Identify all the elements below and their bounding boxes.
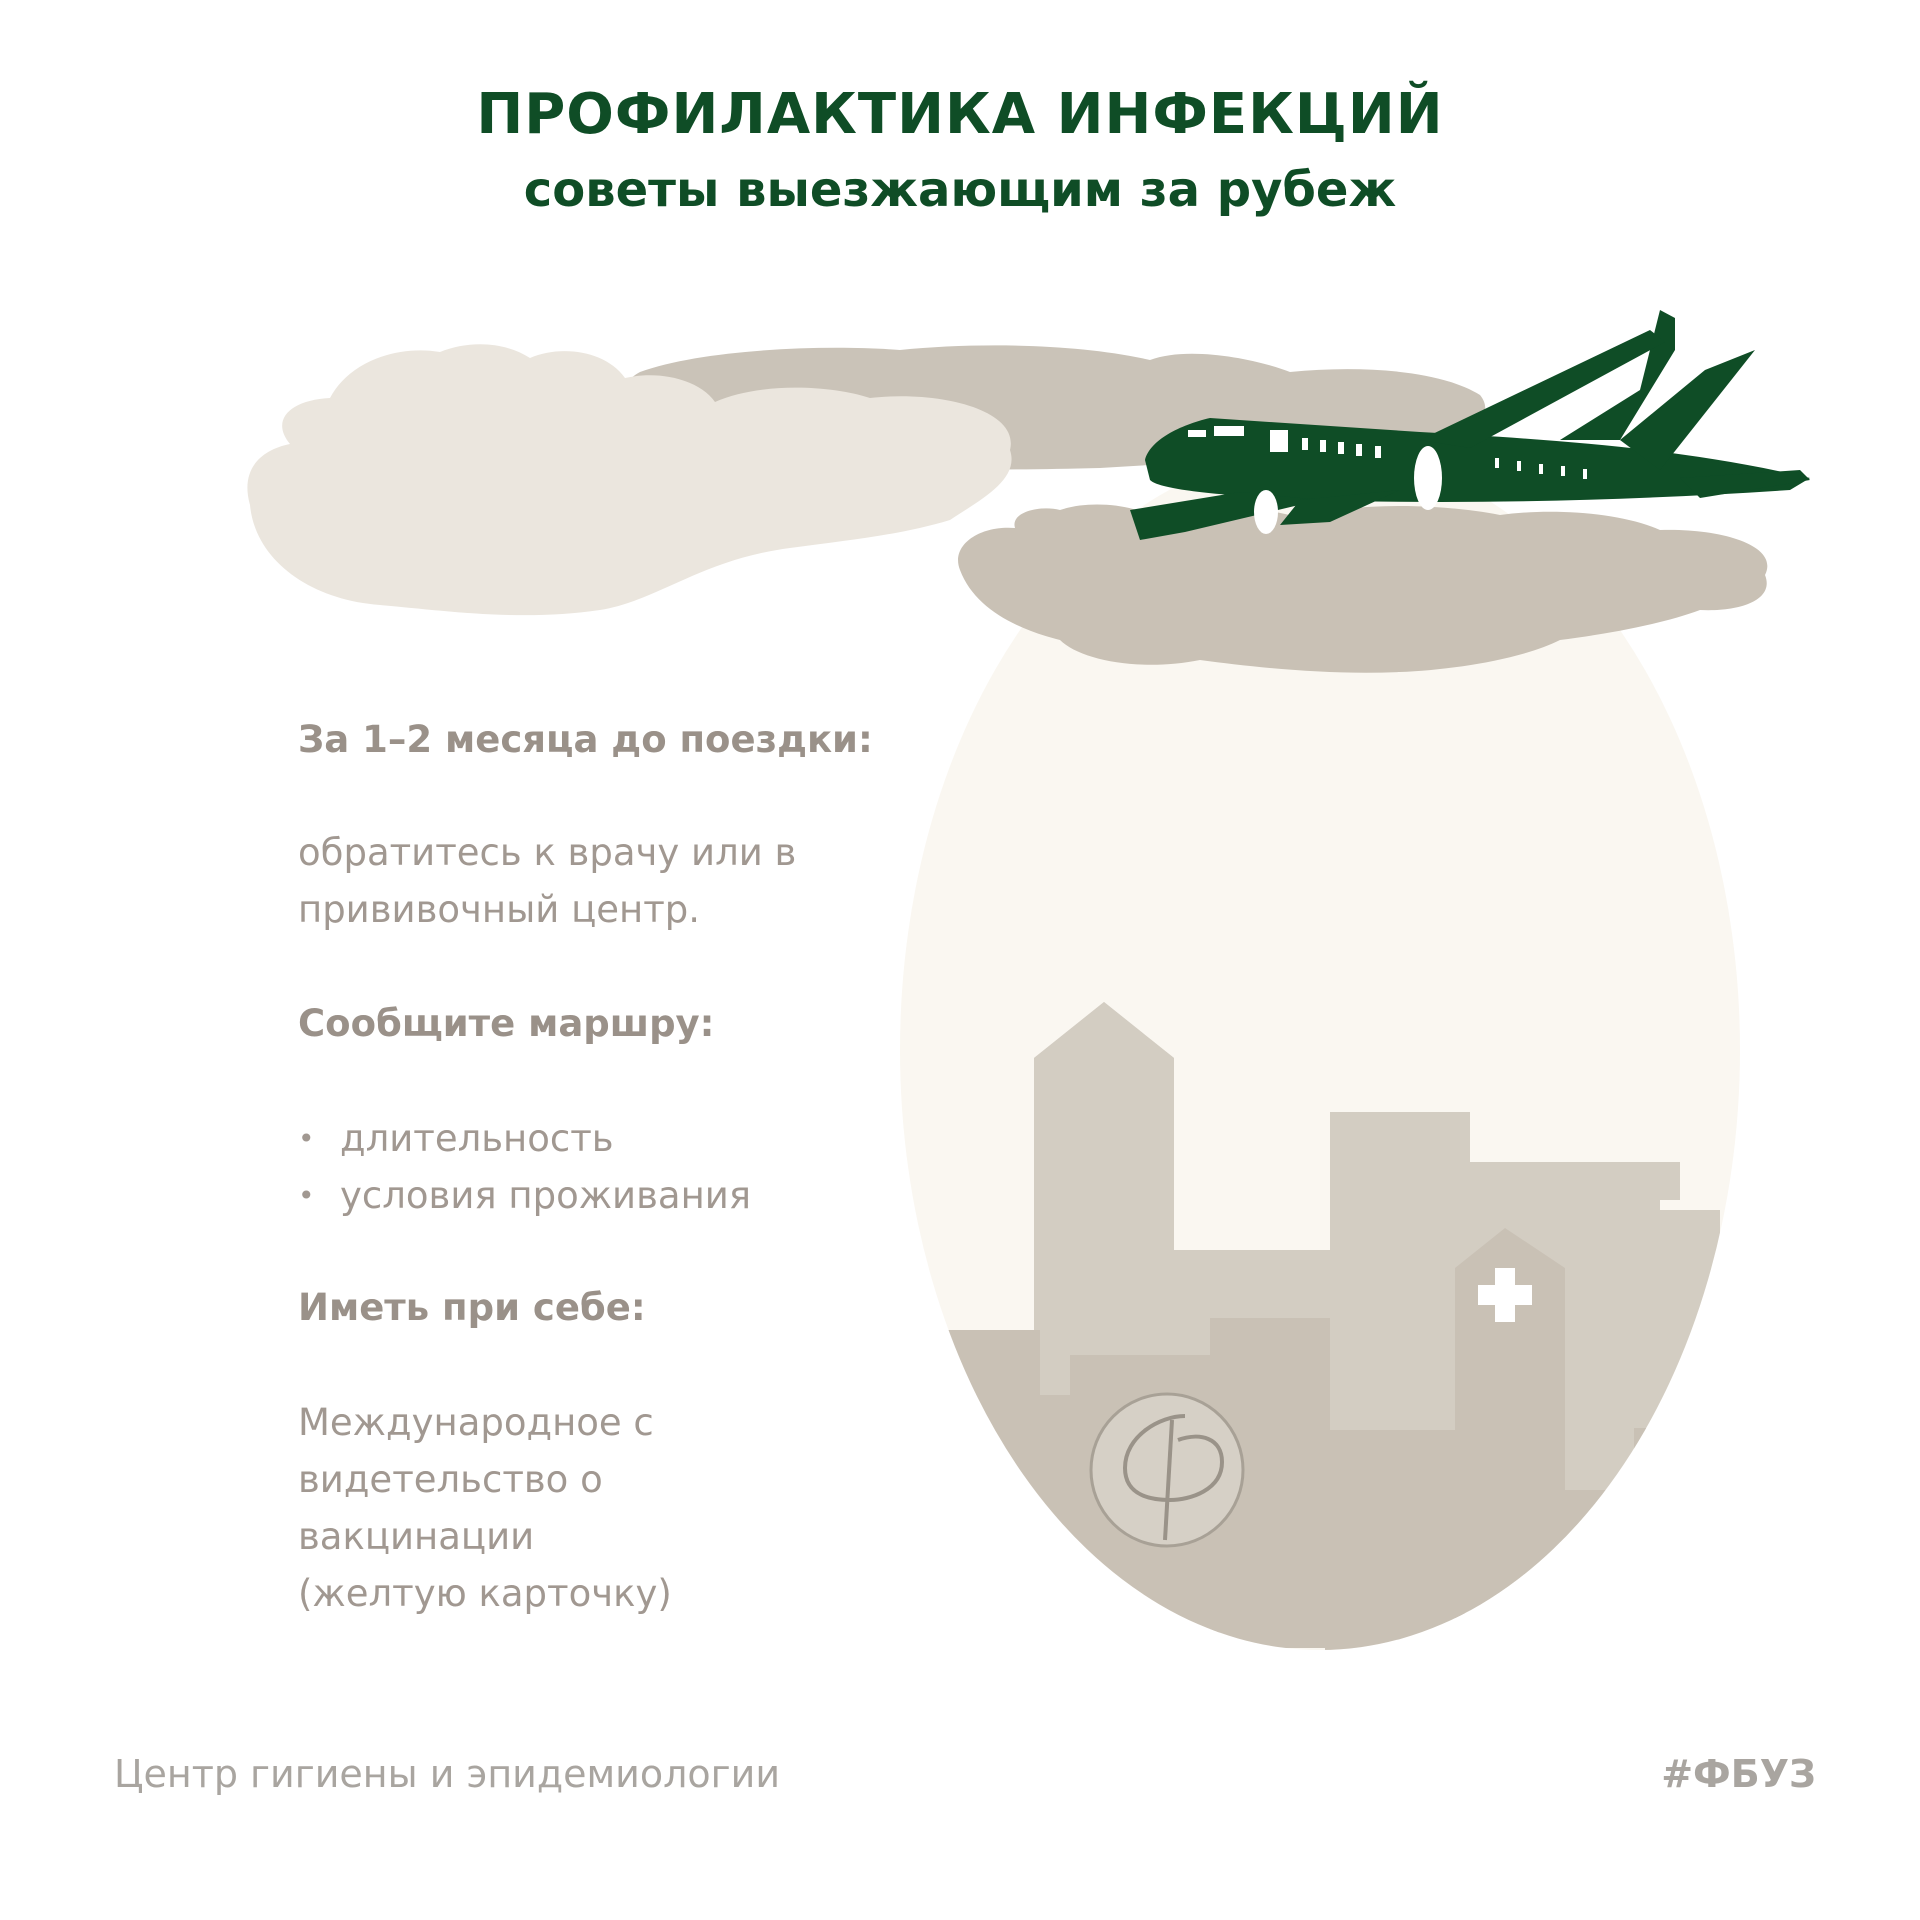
list-item-label: условия проживания — [340, 1174, 752, 1217]
route-list — [298, 1110, 751, 1224]
heading-before-trip: За 1–2 месяца до поездки: — [298, 718, 873, 761]
list-item — [298, 1110, 751, 1167]
heading-documents: Иметь при себе: — [298, 1286, 646, 1329]
text-documents: Международное с видетельство о вакцинации (желтую карточку) — [298, 1401, 672, 1615]
building-tall — [1034, 1002, 1174, 1380]
bullet: • — [298, 1179, 315, 1212]
building-right-tall — [1330, 1112, 1470, 1432]
bullet: • — [298, 1122, 315, 1155]
list-item — [298, 1167, 751, 1224]
fbuz-logo-icon — [1091, 1394, 1243, 1546]
footer-hashtag: #ФБУЗ — [1661, 1752, 1816, 1796]
footer-organization: Центр гигиены и эпидемиологии — [114, 1752, 781, 1796]
heading-route: Сообщите маршру: — [298, 1002, 715, 1045]
cloud-front — [958, 505, 1767, 673]
list-item-label: длительность — [340, 1117, 614, 1160]
text-before-trip: обратитесь к врачу или в прививочный центр. — [298, 831, 797, 931]
page-title: ПРОФИЛАКТИКА ИНФЕКЦИЙ — [476, 82, 1444, 147]
page-subtitle: советы выезжающим за рубеж — [523, 162, 1397, 218]
